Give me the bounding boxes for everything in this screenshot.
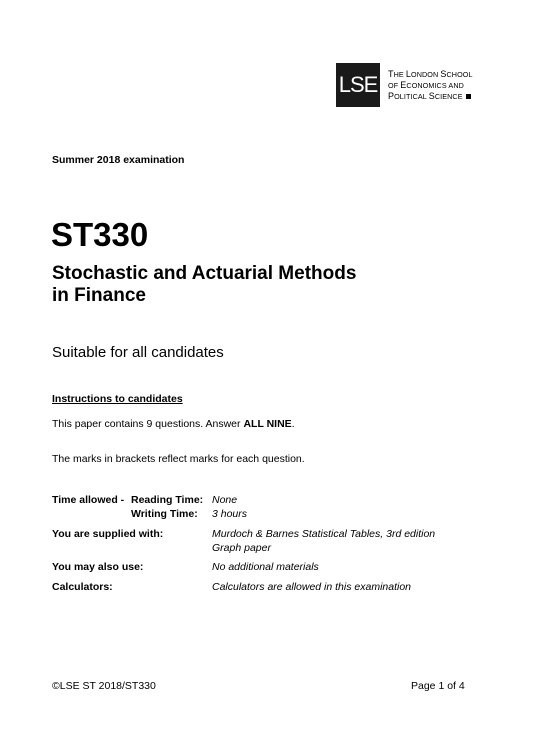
also-use-value: No additional materials	[212, 561, 319, 573]
time-allowed-label: Time allowed -	[52, 494, 125, 506]
supplied-graph-paper: Graph paper	[212, 542, 271, 554]
supplied-label: You are supplied with:	[52, 528, 164, 540]
lse-logo	[336, 63, 473, 107]
suitability: Suitable for all candidates	[52, 344, 224, 361]
lse-logo-mark: LSE	[336, 63, 380, 107]
course-code: ST330	[51, 216, 149, 253]
logo-line-1: THE LONDON SCHOOL	[388, 68, 473, 79]
logo-square-icon	[466, 94, 471, 99]
also-use-label: You may also use:	[52, 561, 144, 573]
reading-time-label: Reading Time:	[131, 494, 204, 506]
reading-time-value: None	[212, 494, 238, 506]
course-title	[52, 263, 452, 307]
footer-page-number: Page 1 of 4	[411, 680, 465, 692]
lse-logo-wordmark	[388, 69, 473, 102]
instructions-heading: Instructions to candidates	[52, 393, 183, 405]
exam-session: Summer 2018 examination	[52, 154, 185, 166]
writing-time-label: Writing Time:	[131, 508, 198, 520]
calculators-label: Calculators:	[52, 581, 113, 593]
calculators-value: Calculators are allowed in this examination	[212, 581, 412, 593]
writing-time-value: 3 hours	[212, 508, 248, 520]
supplied-tables: Murdoch & Barnes Statistical Tables, 3rd edition	[212, 528, 436, 540]
course-title-line-2: in Finance	[52, 285, 146, 306]
instructions-question-count: This paper contains 9 questions. Answer ALL NINE.	[52, 418, 295, 430]
footer-copyright: ©LSE ST 2018/ST330	[52, 680, 156, 692]
course-title-line-1: Stochastic and Actuarial Methods	[52, 263, 357, 284]
logo-line-2: OF ECONOMICS AND	[388, 79, 464, 90]
instructions-marks-note: The marks in brackets reflect marks for each question.	[52, 453, 305, 465]
logo-line-3: POLITICAL SCIENCE	[388, 91, 473, 102]
